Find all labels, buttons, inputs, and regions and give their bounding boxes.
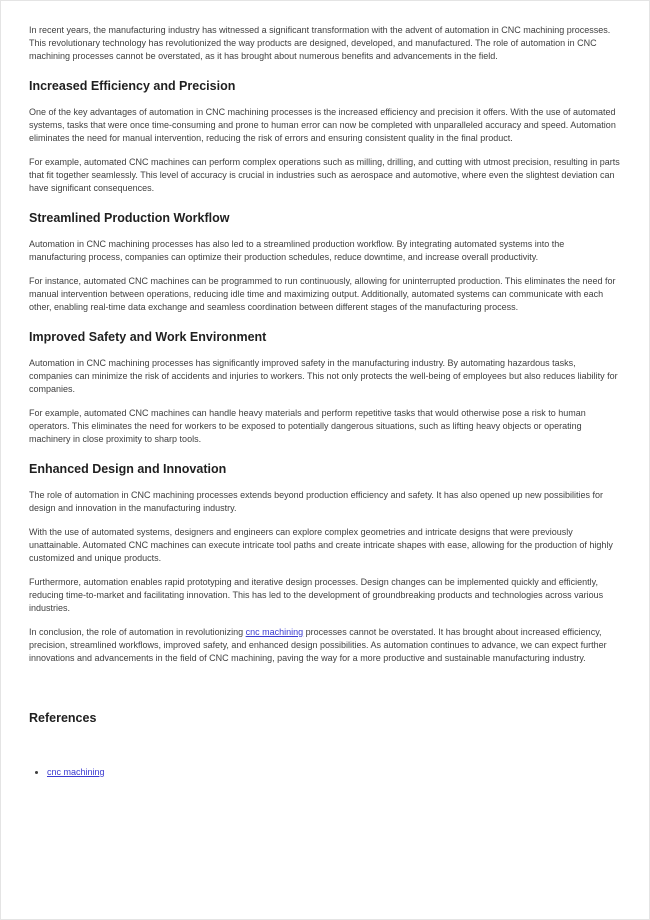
section-paragraph: For instance, automated CNC machines can be programmed to run continuously, allowing for uninterrupted production. This eliminates the need for manual intervention between operations, reducing idle time and maximizing output. Additionally, automated systems can communicate with each other, enabling real-time data exchange and seamless coordination between different stages of the manufacturing process.: [29, 276, 616, 312]
section-paragraph: For example, automated CNC machines can handle heavy materials and perform repetitive tasks that would otherwise pose a risk to human operators. This eliminates the need for workers to be exposed to potentially dangerous situations, such as lifting heavy objects or operating machinery in close proximity to sharp tools.: [29, 408, 586, 444]
section-paragraph: Automation in CNC machining processes has significantly improved safety in the manufacturing industry. By automating hazardous tasks, companies can minimize the risk of accidents and injuries to workers. This not only protects the well-being of employees but also reduces liability for companies.: [29, 358, 618, 394]
section-heading-workflow: Streamlined Production Workflow: [29, 211, 230, 225]
reference-list: [35, 766, 621, 779]
section-paragraph: Furthermore, automation enables rapid prototyping and iterative design processes. Design changes can be implemented quickly and efficiently, reducing time-to-market and facilitating innovation. This has led to the development of groundbreaking products and technologies across various industries.: [29, 577, 604, 613]
section-paragraph: With the use of automated systems, designers and engineers can explore complex geometries and intricate designs that were previously unattainable. Automated CNC machines can execute intricate tool paths and create intricate shapes with ease, allowing for the production of highly customized and unique products.: [29, 527, 613, 563]
section-paragraph: For example, automated CNC machines can perform complex operations such as milling, drilling, and cutting with utmost precision, resulting in parts that fit together seamlessly. This level of accuracy is crucial in industries such as aerospace and automotive, where even the slightest deviation can have significant consequences.: [29, 157, 620, 193]
section-heading-safety: Improved Safety and Work Environment: [29, 330, 267, 344]
section-heading-design: Enhanced Design and Innovation: [29, 462, 227, 476]
section-paragraph: One of the key advantages of automation in CNC machining processes is the increased efficiency and precision it offers. With the use of automated systems, tasks that were once time-consuming and prone to human error can now be completed with unparalleled accuracy and speed. Automation eliminates the need for manual intervention, reducing the risk of errors and ensuring consistent quality in the final product.: [29, 107, 616, 143]
conclusion-text-before: In conclusion, the role of automation in revolutionizing: [29, 627, 246, 637]
section-heading-efficiency: Increased Efficiency and Precision: [29, 79, 236, 93]
conclusion-text-after: processes cannot be overstated. It has brought about increased efficiency, precision, streamlined workflows, improved safety, and enhanced design possibilities. As automation continues to advance, we can expect further innovations and advancements in the field of CNC machining, paving the way for a more productive and sustainable manufacturing industry.: [29, 627, 607, 663]
conclusion-paragraph: [29, 626, 621, 665]
cnc-machining-inline-link[interactable]: cnc machining: [245, 627, 304, 637]
section-paragraph: Automation in CNC machining processes has also led to a streamlined production workflow. By integrating automated systems into the manufacturing process, companies can optimize their production schedules, reduce downtime, and increase overall productivity.: [29, 239, 565, 262]
cnc-machining-reference-link[interactable]: cnc machining: [47, 767, 105, 777]
reference-item: [47, 766, 621, 779]
section-paragraph: The role of automation in CNC machining processes extends beyond production efficiency and safety. It has also opened up new possibilities for design and innovation in the manufacturing industry.: [29, 490, 603, 513]
intro-paragraph: In recent years, the manufacturing industry has witnessed a significant transformation with the advent of automation in CNC machining processes. This revolutionary technology has revolutionized the way products are designed, developed, and manufactured. The role of automation in CNC machining processes cannot be overstated, as it has brought about numerous benefits and advancements in the field.: [29, 25, 611, 61]
references-heading: References: [29, 711, 97, 725]
